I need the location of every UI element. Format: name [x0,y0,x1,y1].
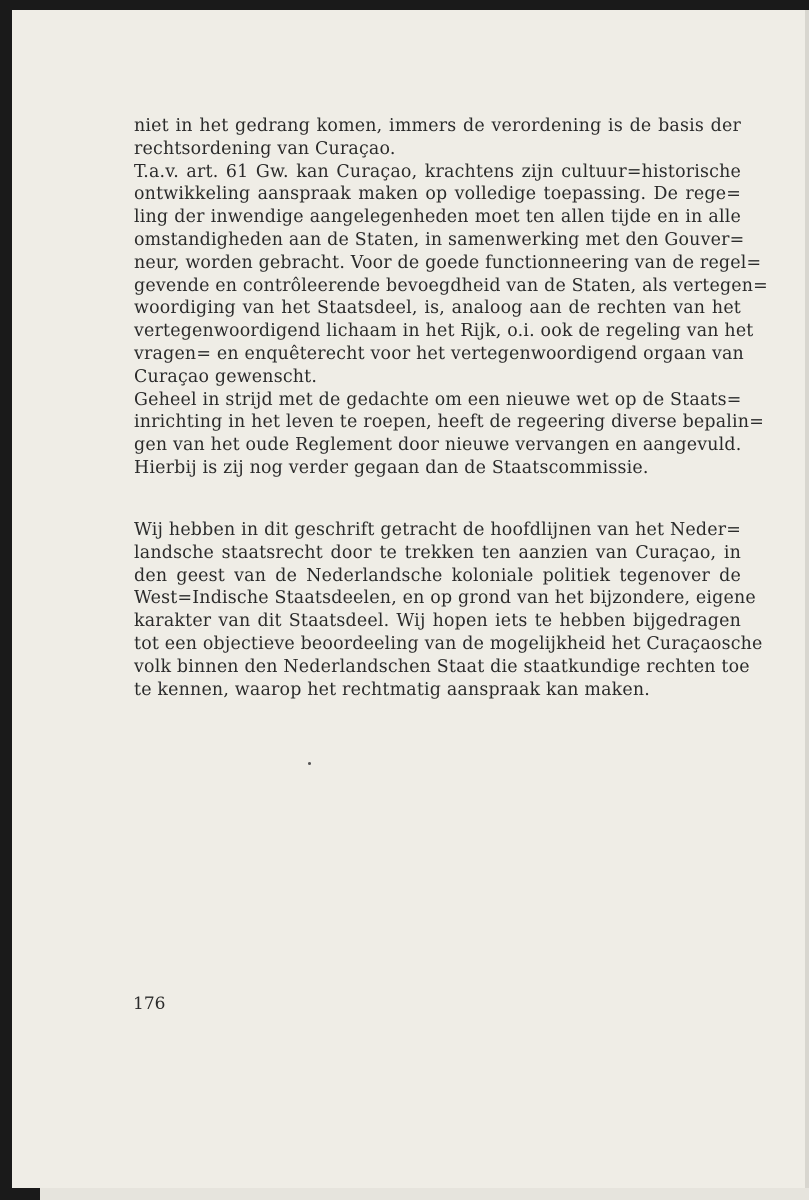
text-line: Wij hebben in dit geschrift getracht de hoofdlijnen van het Neder= [134,520,741,540]
text-line: niet in het gedrang komen, immers de verordening is de basis der [134,116,741,136]
text-line: inrichting in het leven te roepen, heeft de regeering diverse bepalin= [134,412,764,433]
text-line: ling der inwendige aangelegenheden moet ten allen tijde en in alle [134,207,741,228]
paper-speck [308,762,311,765]
text-line: West=Indische Staatsdeelen, en op grond van het bijzondere, eigene [134,588,756,609]
text-line: den geest van de Nederlandsche koloniale politiek tegenover de [134,565,741,586]
text-line: omstandigheden aan de Staten, in samenwerking met den Gouver= [134,229,745,250]
text-line: neur, worden gebracht. Voor de goede functionneering van de regel= [134,252,762,273]
text-line: vragen= en enquêterecht voor het vertegenwoordigend orgaan van [134,343,744,364]
text-line: rechtsordening van Curaçao. [134,138,396,159]
text-line: Hierbij is zij nog verder gegaan dan de Staatscommissie. [134,457,649,478]
text-block-conclusion [134,519,763,701]
text-line: ontwikkeling aanspraak maken op volledige toepassing. De rege= [134,184,741,205]
text-line: vertegenwoordigend lichaam in het Rijk, o.i. ook de regeling van het [134,321,754,342]
text-line: te kennen, waarop het rechtmatig aanspraak kan maken. [134,679,651,700]
text-line: T.a.v. art. 61 Gw. kan Curaçao, krachtens zijn cultuur=historische [134,161,741,182]
text-block-top [134,115,768,480]
page-edge-strip [40,1188,809,1200]
page-number: 176 [133,994,166,1014]
text-line: Geheel in strijd met de gedachte om een nieuwe wet op de Staats= [134,389,742,410]
text-line: Curaçao gewenscht. [134,366,318,387]
text-line: gen van het oude Reglement door nieuwe vervangen en aangevuld. [134,435,742,456]
text-line: woordiging van het Staatsdeel, is, analoog aan de rechten van het [134,298,741,319]
text-line: volk binnen den Nederlandschen Staat die staatkundige rechten toe [134,656,750,677]
text-line: landsche staatsrecht door te trekken ten aanzien van Curaçao, in [134,542,741,563]
text-line: tot een objectieve beoordeeling van de mogelijkheid het Curaçaosche [134,633,763,654]
text-line: karakter van dit Staatsdeel. Wij hopen iets te hebben bijgedragen [134,611,741,632]
text-line: gevende en contrôleerende bevoegdheid van de Staten, als vertegen= [134,275,768,296]
